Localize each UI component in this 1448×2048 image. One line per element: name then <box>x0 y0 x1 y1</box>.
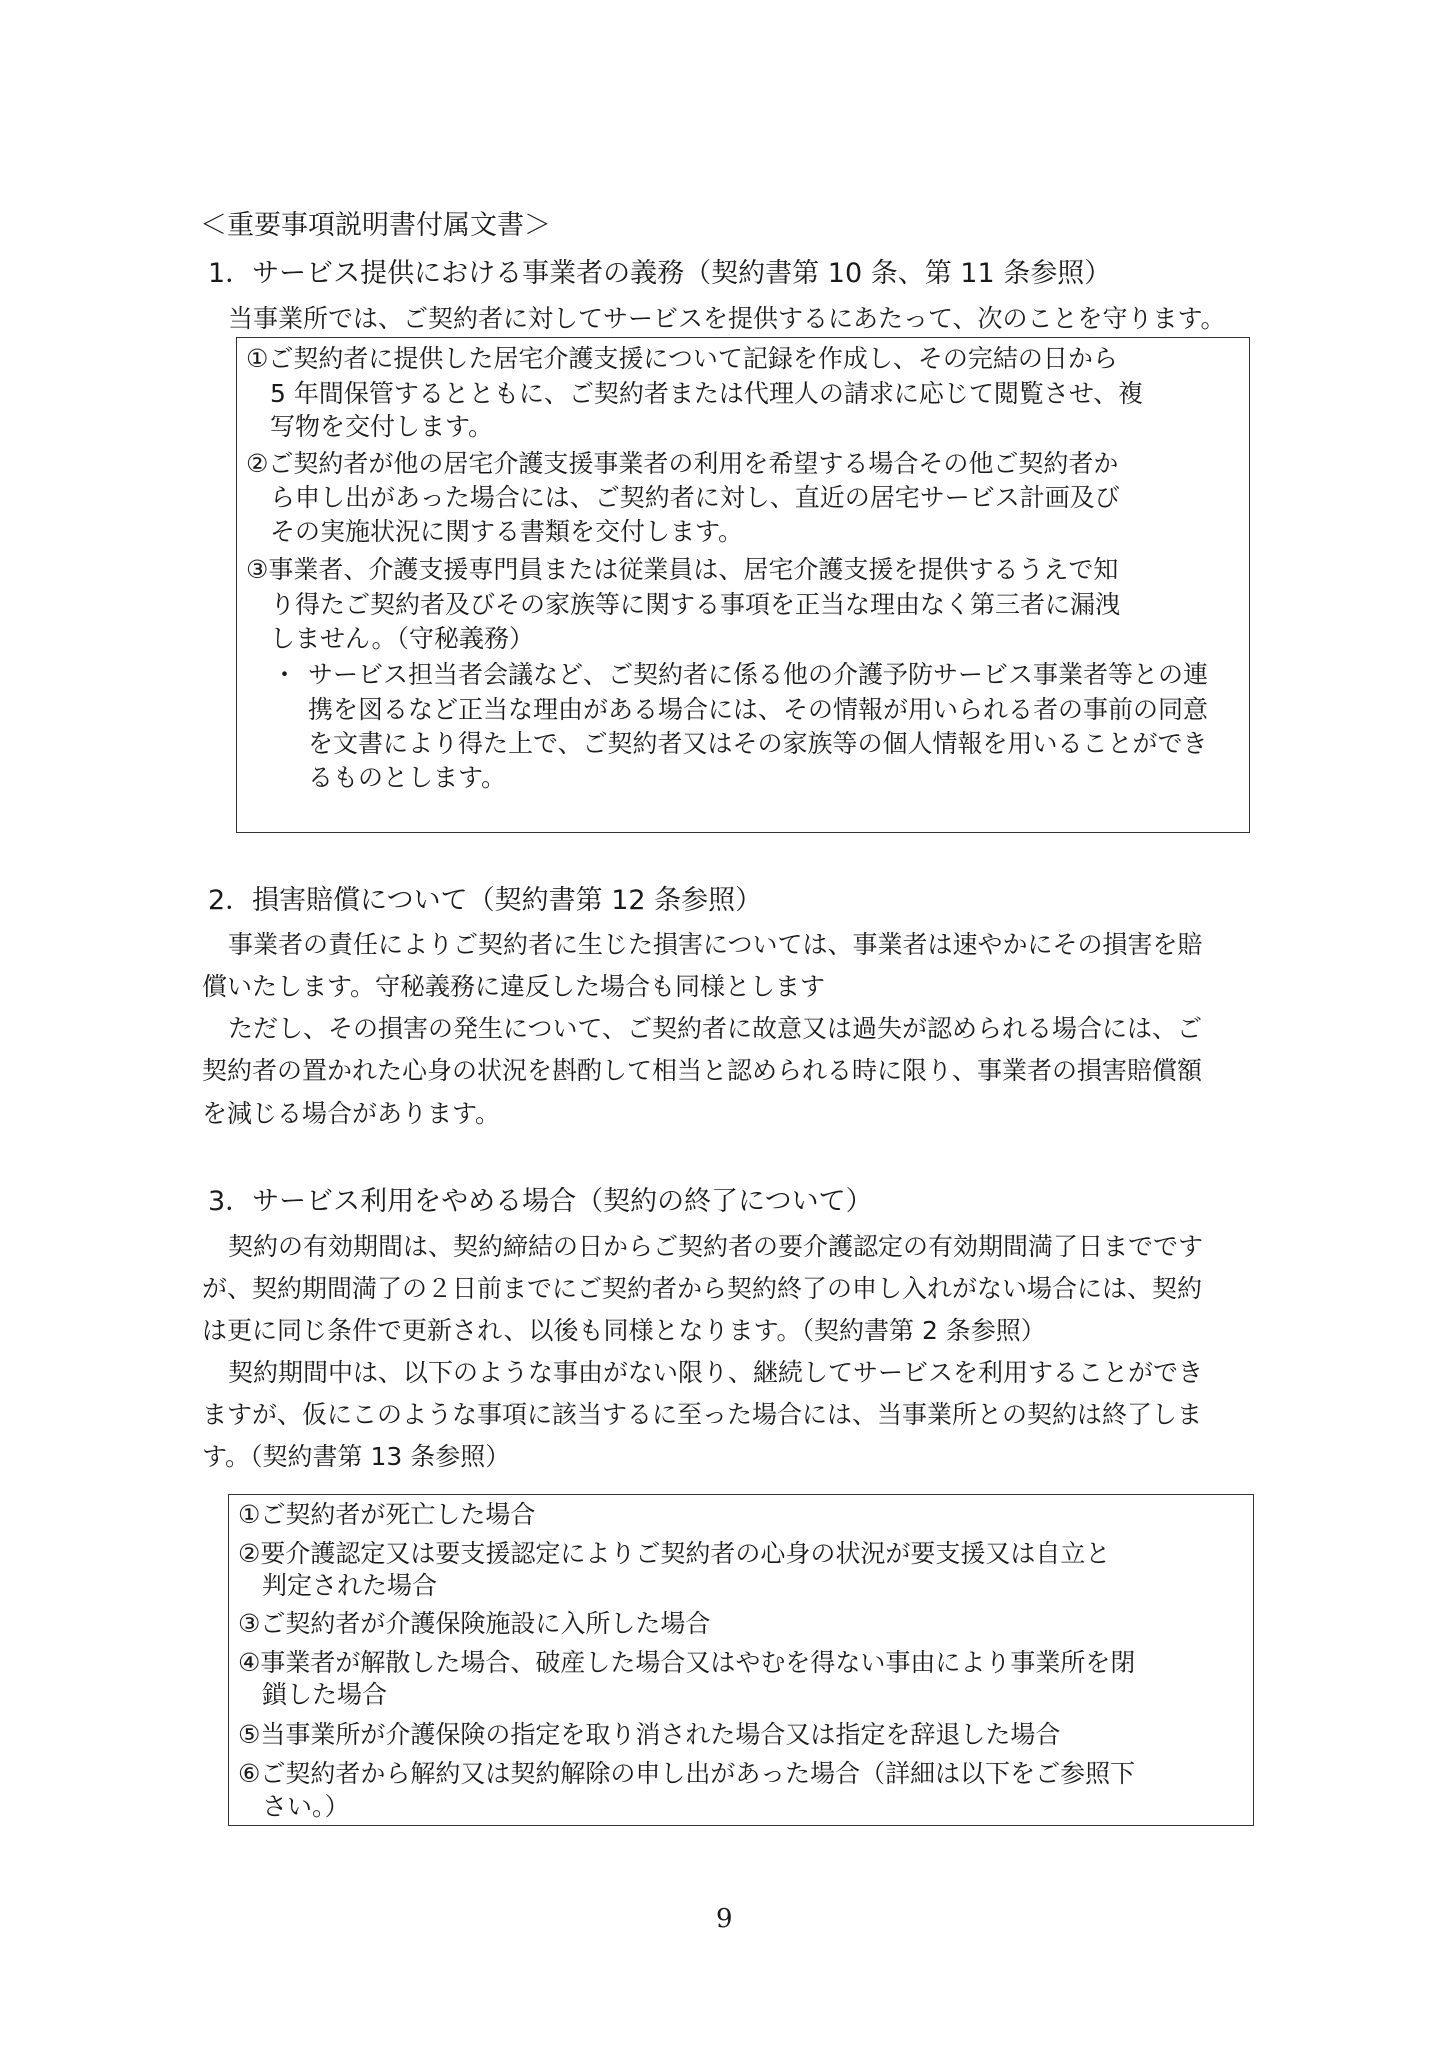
bullet-mark: ・ <box>272 660 298 689</box>
termination-line: さい。） <box>262 1792 350 1821</box>
obligation-line: ③事業者、介護支援専門員または従業員は、居宅介護支援を提供するうえで知 <box>246 555 1119 584</box>
section-2-line: ただし、その損害の発生について、ご契約者に故意又は過失が認められる場合には、ご <box>228 1014 1203 1043</box>
section-3-line: 契約期間中は、以下のような事由がない限り、継続してサービスを利用することができ <box>228 1358 1204 1387</box>
document-title: ＜重要事項説明書付属文書＞ <box>200 210 551 241</box>
section-3-line: は更に同じ条件で更新され、以後も同様となります。（契約書第 2 条参照） <box>202 1316 1046 1345</box>
section-2-line: を減じる場合があります。 <box>202 1099 501 1128</box>
termination-line: ③ご契約者が介護保険施設に入所した場合 <box>238 1609 711 1638</box>
termination-line: 鎖した場合 <box>262 1680 388 1709</box>
termination-line: ⑤当事業所が介護保険の指定を取り消された場合又は指定を辞退した場合 <box>238 1720 1061 1749</box>
termination-line: ④事業者が解散した場合、破産した場合又はやむを得ない事由により事業所を閉 <box>238 1648 1136 1677</box>
section-3-line: 契約の有効期間は、契約締結の日からご契約者の要介護認定の有効期間満了日までです <box>228 1232 1204 1261</box>
obligation-line: しません。（守秘義務） <box>270 624 535 653</box>
bullet-line: 携を図るなど正当な理由がある場合には、その情報が用いられる者の事前の同意 <box>308 695 1209 724</box>
obligation-line: ②ご契約者が他の居宅介護支援事業者の利用を希望する場合その他ご契約者か <box>246 449 1119 478</box>
bullet-line: サービス担当者会議など、ご契約者に係る他の介護予防サービス事業者等との連 <box>308 660 1209 689</box>
obligation-line: ら申し出があった場合には、ご契約者に対し、直近の居宅サービス計画及び <box>270 483 1120 512</box>
section-3-line: す。（契約書第 13 条参照） <box>202 1442 511 1471</box>
termination-line: ①ご契約者が死亡した場合 <box>238 1500 536 1529</box>
obligation-line: 5 年間保管するとともに、ご契約者または代理人の請求に応じて閲覧させ、複 <box>270 379 1144 408</box>
termination-line: 判定された場合 <box>262 1571 438 1600</box>
bullet-line: を文書により得た上で、ご契約者又はその家族等の個人情報を用いることができ <box>308 729 1208 758</box>
section-1-heading: 1．サービス提供における事業者の義務（契約書第 10 条、第 11 条参照） <box>208 258 1112 289</box>
obligation-line: 写物を交付します。 <box>270 412 494 441</box>
termination-line: ②要介護認定又は要支援認定によりご契約者の心身の状況が要支援又は自立と <box>238 1539 1111 1568</box>
section-2-line: 償いたします。守秘義務に違反した場合も同様とします <box>202 972 826 1001</box>
section-2-line: 契約者の置かれた心身の状況を斟酌して相当と認められる時に限り、事業者の損害賠償額 <box>202 1056 1203 1085</box>
bullet-line: るものとします。 <box>308 763 507 792</box>
obligation-line: ①ご契約者に提供した居宅介護支援について記録を作成し、その完結の日から <box>246 344 1118 373</box>
obligation-line: その実施状況に関する書類を交付します。 <box>270 517 744 546</box>
section-3-line: が、契約期間満了の２日前までにご契約者から契約終了の申し入れがない場合には、契約 <box>202 1274 1203 1303</box>
section-2-heading: 2．損害賠償について（契約書第 12 条参照） <box>208 885 763 916</box>
section-1-intro: 当事業所では、ご契約者に対してサービスを提供するにあたって、次のことを守ります。 <box>228 304 1226 333</box>
section-3-line: ますが、仮にこのような事項に該当するに至った場合には、当事業所との契約は終了しま <box>202 1400 1203 1429</box>
section-2-line: 事業者の責任によりご契約者に生じた損害については、事業者は速やかにその損害を賠 <box>228 930 1203 959</box>
obligation-line: り得たご契約者及びその家族等に関する事項を正当な理由なく第三者に漏洩 <box>270 590 1121 619</box>
page-number: 9 <box>716 1904 733 1934</box>
termination-line: ⑥ご契約者から解約又は契約解除の申し出があった場合（詳細は以下をご参照下 <box>238 1759 1136 1788</box>
section-3-heading: 3．サービス利用をやめる場合（契約の終了について） <box>208 1186 873 1217</box>
